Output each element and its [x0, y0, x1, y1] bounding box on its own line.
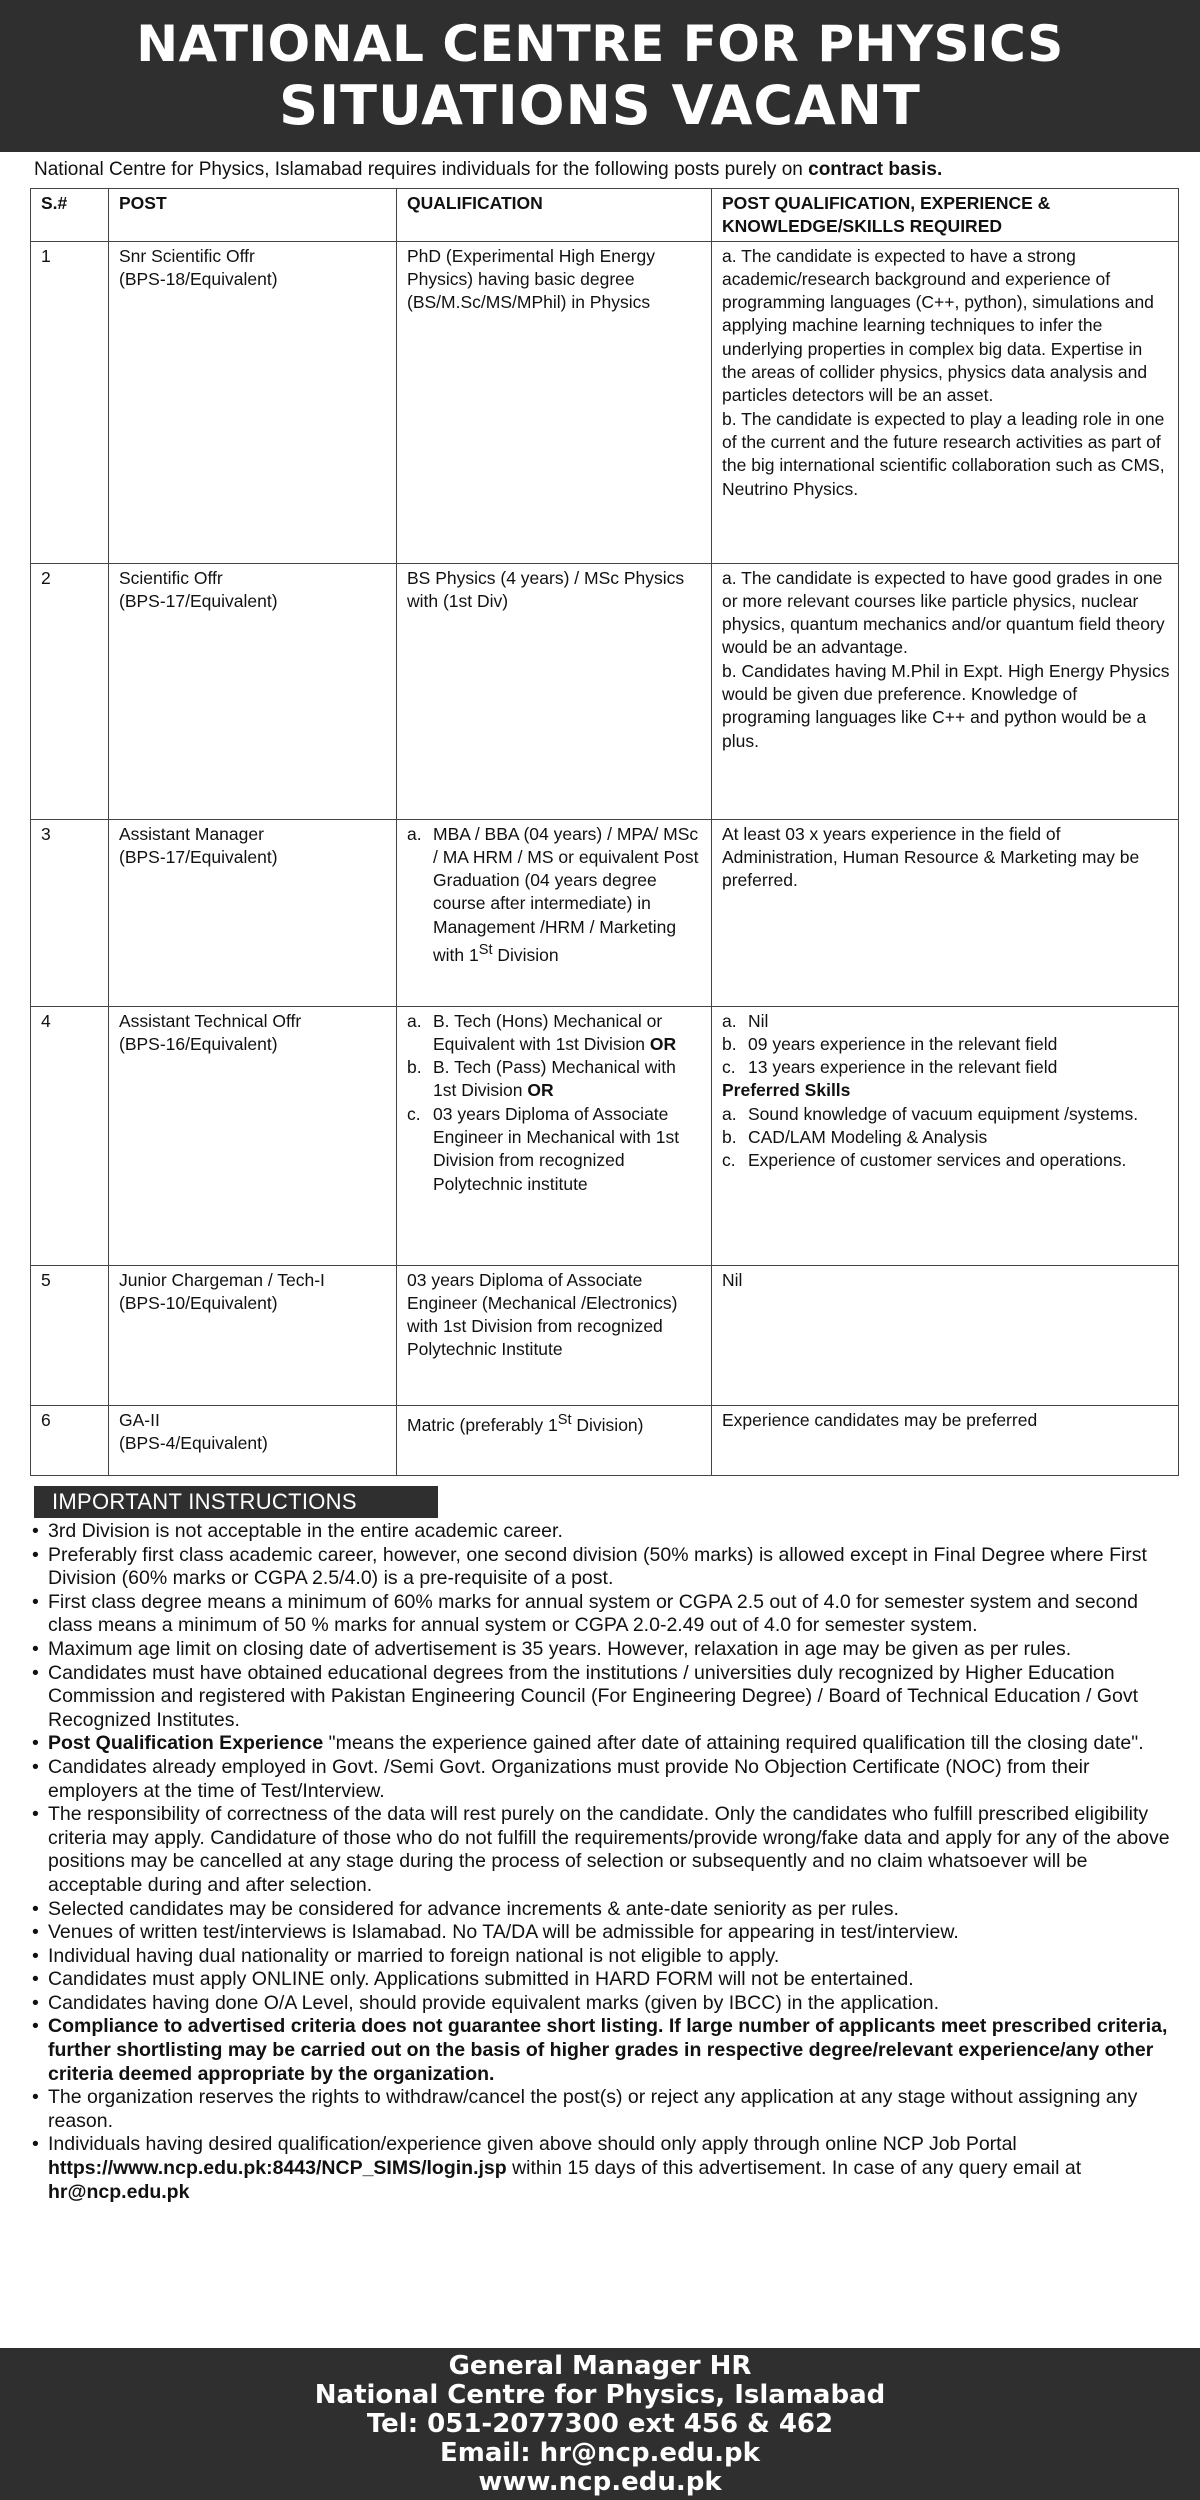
intro-text: National Centre for Physics, Islamabad requires individuals for the following posts purely on contract basis. [34, 159, 943, 180]
cell-sno: 4 [31, 1006, 109, 1265]
cell-experience: a. The candidate is expected to have good grades in one or more relevant courses like particle physics, nuclear physics, quantum mechanics and/or quantum field theory would be an advantage. b. Candidates having M.Phil in Expt. High Energy Physics would be given due preference. Knowledge of programing languages like C++ and python would be a plus. [712, 563, 1179, 819]
job-portal-link[interactable]: https://www.ncp.edu.pk:8443/NCP_SIMS/login.jsp [48, 2157, 507, 2180]
cell-qualification: a. B. Tech (Hons) Mechanical or Equivalent with 1st Division OR b. B. Tech (Pass) Mechanical with 1st Division OR c. 03 years Diploma of Associate Engineer in Mechanical with 1st Division from recognized Polytechnic institute [397, 1006, 712, 1265]
table-row [31, 819, 1179, 1006]
instructions-list [30, 1520, 1180, 2204]
footer-org: National Centre for Physics, Islamabad [314, 2380, 886, 2410]
cell-post: GA-II (BPS-4/Equivalent) [109, 1405, 397, 1475]
list-item: • 3rd Division is not acceptable in the entire academic career. [30, 1520, 1180, 1544]
col-header-post: POST [109, 189, 397, 242]
col-header-qualification: QUALIFICATION [397, 189, 712, 242]
cell-post: Junior Chargeman / Tech-I (BPS-10/Equivalent) [109, 1265, 397, 1405]
list-item: • First class degree means a minimum of 60% marks for annual system or CGPA 2.5 out of 4.0 for semester system and second class means a minimum of 50 % marks for annual system or CGPA 2.0-2.49 out of 4.0 for semester system. [30, 1591, 1180, 1638]
posts-table [30, 188, 1179, 1476]
cell-qualification: a. MBA / BBA (04 years) / MPA/ MSc / MA HRM / MS or equivalent Post Graduation (04 years degree course after intermediate) in Management /HRM / Marketing with 1St Division [397, 819, 712, 1006]
cell-sno: 1 [31, 241, 109, 563]
preferred-skills-title: Preferred Skills [722, 1080, 851, 1101]
org-title: NATIONAL CENTRE FOR PHYSICS [136, 15, 1064, 73]
col-header-experience: POST QUALIFICATION, EXPERIENCE & KNOWLEDGE/SKILLS REQUIRED [712, 189, 1179, 242]
table-row [31, 1006, 1179, 1265]
list-item: • Compliance to advertised criteria does not guarantee short listing. If large number of applicants meet prescribed criteria, further shortlisting may be carried out on the basis of higher grades in respective degree/relevant experience/any other criteria deemed appropriate by the organization. [30, 2015, 1180, 2086]
list-item: • Candidates having done O/A Level, should provide equivalent marks (given by IBCC) in the application. [30, 1992, 1180, 2016]
cell-post: Assistant Manager (BPS-17/Equivalent) [109, 819, 397, 1006]
list-item: • Selected candidates may be considered for advance increments & ante-date seniority as per rules. [30, 1898, 1180, 1922]
col-header-sno: S.# [31, 189, 109, 242]
footer-phone: Tel: 051-2077300 ext 456 & 462 [366, 2409, 834, 2439]
list-item: • Individuals having desired qualification/experience given above should only apply through online NCP Job Portal https://www.ncp.edu.pk:8443/NCP_SIMS/login.jsp within 15 days of this advertisement. In case of any query email at hr@ncp.edu.pk [30, 2133, 1180, 2204]
cell-experience: Experience candidates may be preferred [712, 1405, 1179, 1475]
footer-signatory: General Manager HR [448, 2351, 752, 2381]
footer-contact-block [0, 2348, 1200, 2500]
table-header-row [31, 189, 1179, 242]
footer-email[interactable]: Email: hr@ncp.edu.pk [440, 2438, 760, 2468]
query-email-link[interactable]: hr@ncp.edu.pk [48, 2180, 190, 2203]
footer-website[interactable]: www.ncp.edu.pk [478, 2467, 722, 2497]
header-banner [0, 0, 1200, 152]
list-item: • Post Qualification Experience "means the experience gained after date of attaining required qualification till the closing date". [30, 1732, 1180, 1756]
list-item: • Venues of written test/interviews is Islamabad. No TA/DA will be admissible for appearing in test/interview. [30, 1921, 1180, 1945]
cell-qualification: BS Physics (4 years) / MSc Physics with (1st Div) [397, 563, 712, 819]
cell-experience: a. The candidate is expected to have a strong academic/research background and experience of programming languages (C++, python), simulations and applying machine learning techniques to infer the underlying properties in complex big data. Expertise in the areas of collider physics, physics data analysis and particles detectors will be an asset. b. The candidate is expected to play a leading role in one of the current and the future research activities as part of the big international scientific collaboration such as CMS, Neutrino Physics. [712, 241, 1179, 563]
list-item: • Individual having dual nationality or married to foreign national is not eligible to apply. [30, 1945, 1180, 1969]
instructions-heading: IMPORTANT INSTRUCTIONS [34, 1486, 438, 1518]
list-item: • The responsibility of correctness of the data will rest purely on the candidate. Only the candidates who fulfill prescribed eligibility criteria may apply. Candidature of those who do not fulfill the requirements/provide wrong/fake data and apply for any of the above positions may be cancelled at any stage during the process of selection or subsequently and no claim whatsoever will be acceptable during and after selection. [30, 1803, 1180, 1897]
cell-post: Assistant Technical Offr (BPS-16/Equivalent) [109, 1006, 397, 1265]
cell-sno: 5 [31, 1265, 109, 1405]
cell-qualification: 03 years Diploma of Associate Engineer (Mechanical /Electronics) with 1st Division from recognized Polytechnic Institute [397, 1265, 712, 1405]
cell-sno: 2 [31, 563, 109, 819]
list-item: • Candidates already employed in Govt. /Semi Govt. Organizations must provide No Objection Certificate (NOC) from their employers at the time of Test/Interview. [30, 1756, 1180, 1803]
table-row [31, 1265, 1179, 1405]
cell-qualification: PhD (Experimental High Energy Physics) having basic degree (BS/M.Sc/MS/MPhil) in Physics [397, 241, 712, 563]
cell-sno: 6 [31, 1405, 109, 1475]
list-item: • Maximum age limit on closing date of advertisement is 35 years. However, relaxation in age may be given as per rules. [30, 1638, 1180, 1662]
cell-experience: a. Nil b. 09 years experience in the relevant field c. 13 years experience in the relevant field Preferred Skills a. Sound knowledge of vacuum equipment /systems. b. CAD/LAM Modeling & Analysis c. Experience of customer services and operations. [712, 1006, 1179, 1265]
cell-experience: Nil [712, 1265, 1179, 1405]
cell-post: Scientific Offr (BPS-17/Equivalent) [109, 563, 397, 819]
list-item: • Preferably first class academic career, however, one second division (50% marks) is allowed except in Final Degree where First Division (60% marks or CGPA 2.5/4.0) is a pre-requisite of a post. [30, 1544, 1180, 1591]
list-item: • Candidates must have obtained educational degrees from the institutions / universities duly recognized by Higher Education Commission and registered with Pakistan Engineering Council (For Engineering Degree) / Board of Technical Education / Govt Recognized Institutes. [30, 1662, 1180, 1733]
cell-post: Snr Scientific Offr (BPS-18/Equivalent) [109, 241, 397, 563]
cell-sno: 3 [31, 819, 109, 1006]
table-row [31, 563, 1179, 819]
list-item: • Candidates must apply ONLINE only. Applications submitted in HARD FORM will not be entertained. [30, 1968, 1180, 1992]
cell-qualification: Matric (preferably 1St Division) [397, 1405, 712, 1475]
ad-title: SITUATIONS VACANT [279, 74, 921, 137]
cell-experience: At least 03 x years experience in the field of Administration, Human Resource & Marketing may be preferred. [712, 819, 1179, 1006]
table-row [31, 1405, 1179, 1475]
list-item: • The organization reserves the rights to withdraw/cancel the post(s) or reject any application at any stage without assigning any reason. [30, 2086, 1180, 2133]
table-row [31, 241, 1179, 563]
